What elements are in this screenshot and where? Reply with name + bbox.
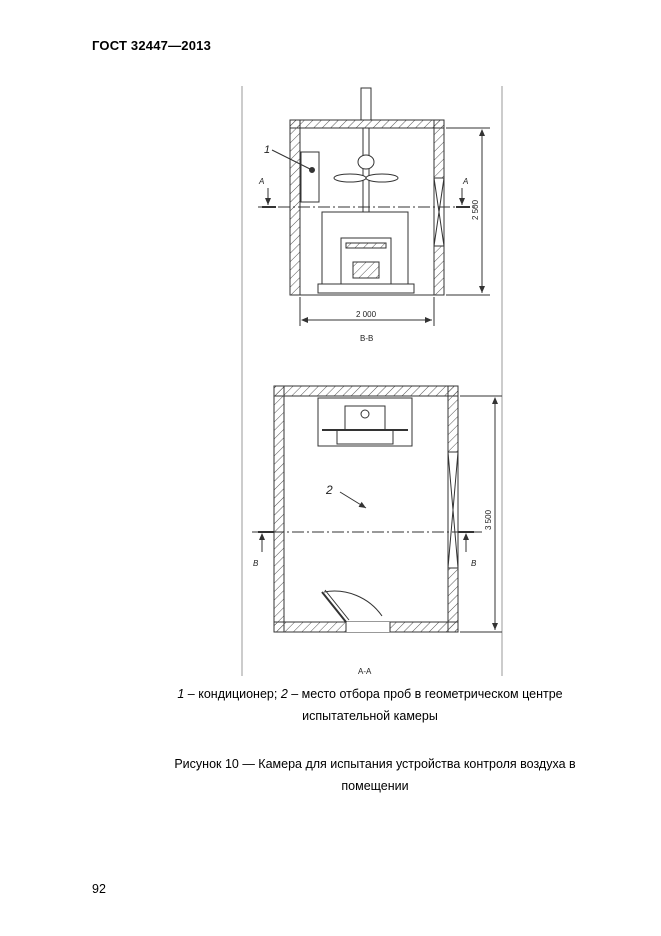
page-number: 92	[92, 882, 106, 896]
figure-caption-line-1: Рисунок 10 — Камера для испытания устройства контроля воздуха в	[174, 757, 576, 771]
callout-1: 1	[264, 144, 271, 156]
air-conditioner	[301, 152, 319, 202]
legend-line-1	[130, 684, 610, 704]
plan-view	[252, 386, 502, 632]
legend-item2-number: 2	[280, 687, 288, 701]
elevation-view	[258, 88, 490, 326]
dimension-depth: 3 500	[484, 509, 493, 530]
dimension-width: 2 000	[356, 310, 377, 319]
document-header: ГОСТ 32447—2013	[92, 38, 211, 53]
section-mark-b-left: В	[253, 559, 259, 568]
figure-caption-line-2: помещении	[341, 779, 409, 793]
legend-item1-text: – кондиционер;	[184, 687, 281, 701]
view-title-aa: А-А	[358, 667, 372, 676]
section-mark-a-right: А	[463, 177, 469, 186]
legend-line-2: испытательной камеры	[302, 709, 438, 723]
dimension-height: 2 500	[471, 199, 480, 220]
legend-item2-text: – место отбора проб в геометрическом центре	[287, 687, 563, 701]
callout-2: 2	[326, 483, 333, 497]
view-title-bb: В-В	[360, 334, 374, 343]
legend-item1-number: 1	[177, 687, 185, 701]
section-mark-a-left: А	[259, 177, 265, 186]
section-mark-b-right: В	[471, 559, 477, 568]
